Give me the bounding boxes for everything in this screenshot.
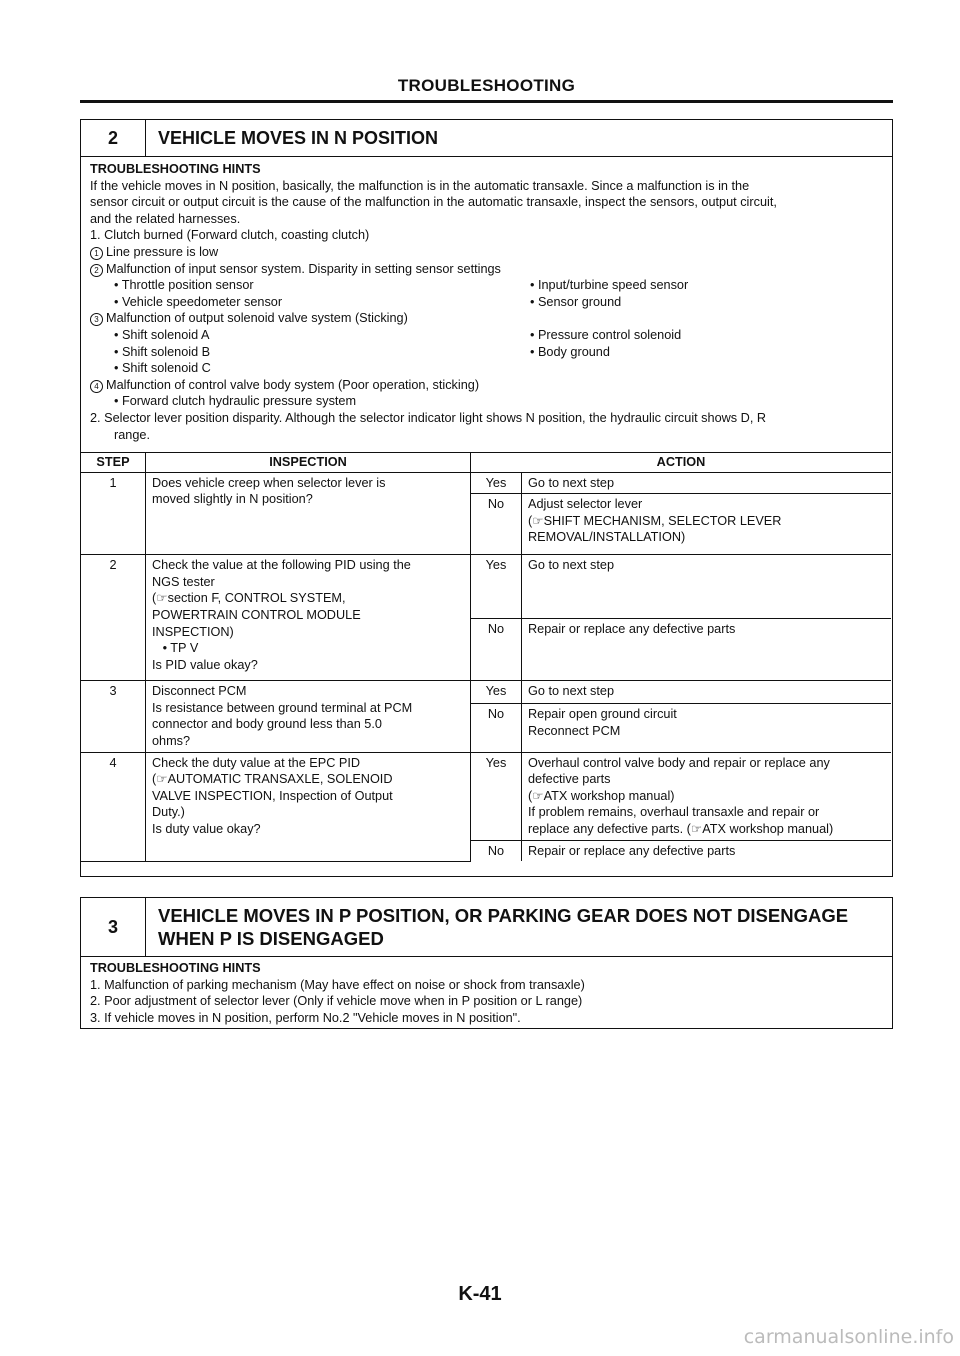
section-3-title: VEHICLE MOVES IN P POSITION, OR PARKING GEAR DOES NOT DISENGAGE WHEN P IS DISENGAGED [158,905,849,949]
action-line: Adjust selector lever [528,497,643,512]
action-line: Go to next step [528,684,615,699]
header-rule [80,100,893,103]
no-label: No [471,840,522,861]
intro-line: and the related harnesses. [90,211,241,226]
inspection-line: Check the duty value at the EPC PID [152,755,361,770]
inspection-line: Is PID value okay? [152,657,258,672]
inspection-line: connector and body ground less than 5.0 [152,717,382,732]
action-line: Repair open ground circuit [528,707,677,722]
action-line: replace any defective parts. (☞ATX workshop manual) [528,821,834,836]
circled-number-icon: 4 [90,380,103,393]
inspection-line: VALVE INSPECTION, Inspection of Output [152,788,393,803]
inspection-line: Duty.) [152,805,185,820]
yes-action [522,472,892,494]
section-3-box [80,897,893,1029]
action-line: REMOVAL/INSTALLATION) [528,530,686,545]
table-row [81,555,891,619]
action-line: If problem remains, overhaul transaxle and repair or [528,805,820,820]
inspection-table [81,452,891,862]
action-line: Go to next step [528,558,615,573]
yes-label: Yes [471,555,522,619]
section-3-hints [81,957,892,1029]
hint-line: 3. If vehicle moves in N position, perform No.2 "Vehicle moves in N position". [90,1010,521,1025]
inspection-cell [146,472,471,555]
no-label: No [471,619,522,681]
inspection-line: Is duty value okay? [152,821,261,836]
hint-line: 2. Poor adjustment of selector lever (Only if vehicle move when in P position or L range) [90,994,583,1009]
step-number: 3 [81,681,146,752]
hint-item-2-cont: range. [114,427,150,442]
inspection-line: ohms? [152,733,191,748]
step-number: 4 [81,752,146,861]
action-line: Overhaul control valve body and repair or replace any [528,755,830,770]
section-2-title: VEHICLE MOVES IN N POSITION [158,127,439,148]
bullet-row: • Throttle position sensor • Input/turbine speed sensor [114,278,689,293]
action-line: (☞SHIFT MECHANISM, SELECTOR LEVER [528,513,782,528]
yes-label: Yes [471,752,522,840]
hint-line: 1. Malfunction of parking mechanism (May have effect on noise or shock from transaxle) [90,977,585,992]
sub-item-4: 4 Malfunction of control valve body system (Poor operation, sticking) [90,377,883,394]
yes-action [522,555,892,619]
inspection-line: INSPECTION) [152,624,234,639]
section-3-title-row [81,898,892,957]
header-inspection: INSPECTION [146,453,471,473]
bullet-row: • Vehicle speedometer sensor • Sensor ground [114,294,622,309]
section-2-number: 2 [81,120,146,156]
table-row [81,681,891,704]
page-title: TROUBLESHOOTING [397,76,576,95]
action-line: Repair or replace any defective parts [528,622,736,637]
inspection-line: Is resistance between ground terminal at PCM [152,700,413,715]
action-line: (☞ATX workshop manual) [528,788,675,803]
header-action: ACTION [471,453,892,473]
yes-action [522,681,892,704]
bullet-row: • Shift solenoid A • Pressure control solenoid [114,327,682,342]
step-number: 2 [81,555,146,681]
action-line: Reconnect PCM [528,723,621,738]
page-number: K-41 [458,1283,502,1305]
inspection-line: • TP V [152,641,199,656]
sub-item-2: 2 Malfunction of input sensor system. Disparity in setting sensor settings [90,261,883,278]
table-row [81,472,891,494]
header-step: STEP [81,453,146,473]
table-row [81,752,891,840]
section-2-hints [81,157,892,443]
step-number: 1 [81,472,146,555]
table-header-row [81,453,891,473]
hint-item-2: 2. Selector lever position disparity. Although the selector indicator light shows N position, the hydraulic circuit shows D, R [90,410,767,425]
intro-line: If the vehicle moves in N position, basically, the malfunction is in the automatic transaxle. Since a malfunction is in the [90,178,750,193]
inspection-line: Check the value at the following PID using the [152,558,411,573]
section-2-title-row [81,120,892,157]
no-action [522,704,892,752]
watermark: carmanualsonline.info [743,1326,954,1348]
inspection-cell [146,752,471,861]
inspection-line: NGS tester [152,574,215,589]
inspection-line: POWERTRAIN CONTROL MODULE [152,607,361,622]
inspection-line: (☞AUTOMATIC TRANSAXLE, SOLENOID [152,772,393,787]
yes-action [522,752,892,840]
bullet-row: • Shift solenoid B • Body ground [114,344,610,359]
no-label: No [471,704,522,752]
inspection-line: (☞section F, CONTROL SYSTEM, [152,591,346,606]
inspection-line: Does vehicle creep when selector lever is [152,475,386,490]
yes-label: Yes [471,472,522,494]
hints-heading: TROUBLESHOOTING HINTS [90,162,261,176]
inspection-line: moved slightly in N position? [152,492,313,507]
no-action [522,619,892,681]
yes-label: Yes [471,681,522,704]
hint-item-1: 1. Clutch burned (Forward clutch, coasting clutch) [90,228,370,243]
action-line: defective parts [528,772,611,787]
no-action [522,840,892,861]
circled-number-icon: 2 [90,264,103,277]
section-3-number: 3 [81,898,146,956]
inspection-cell [146,681,471,752]
action-line: Go to next step [528,475,615,490]
intro-line: sensor circuit or output circuit is the cause of the malfunction in the automatic transaxle, inspect the sensors, output circuit, [90,195,777,210]
section-2-box [80,119,893,877]
bullet-row: • Forward clutch hydraulic pressure system [114,394,357,409]
inspection-cell [146,555,471,681]
hints-heading: TROUBLESHOOTING HINTS [90,961,261,975]
sub-item-1: 1 Line pressure is low [90,244,883,261]
bullet-row: • Shift solenoid C [114,361,211,376]
sub-item-3: 3 Malfunction of output solenoid valve system (Sticking) [90,310,883,327]
circled-number-icon: 3 [90,313,103,326]
no-action [522,494,892,555]
inspection-line: Disconnect PCM [152,684,247,699]
circled-number-icon: 1 [90,247,103,260]
no-label: No [471,494,522,555]
action-line: Repair or replace any defective parts [528,843,736,858]
